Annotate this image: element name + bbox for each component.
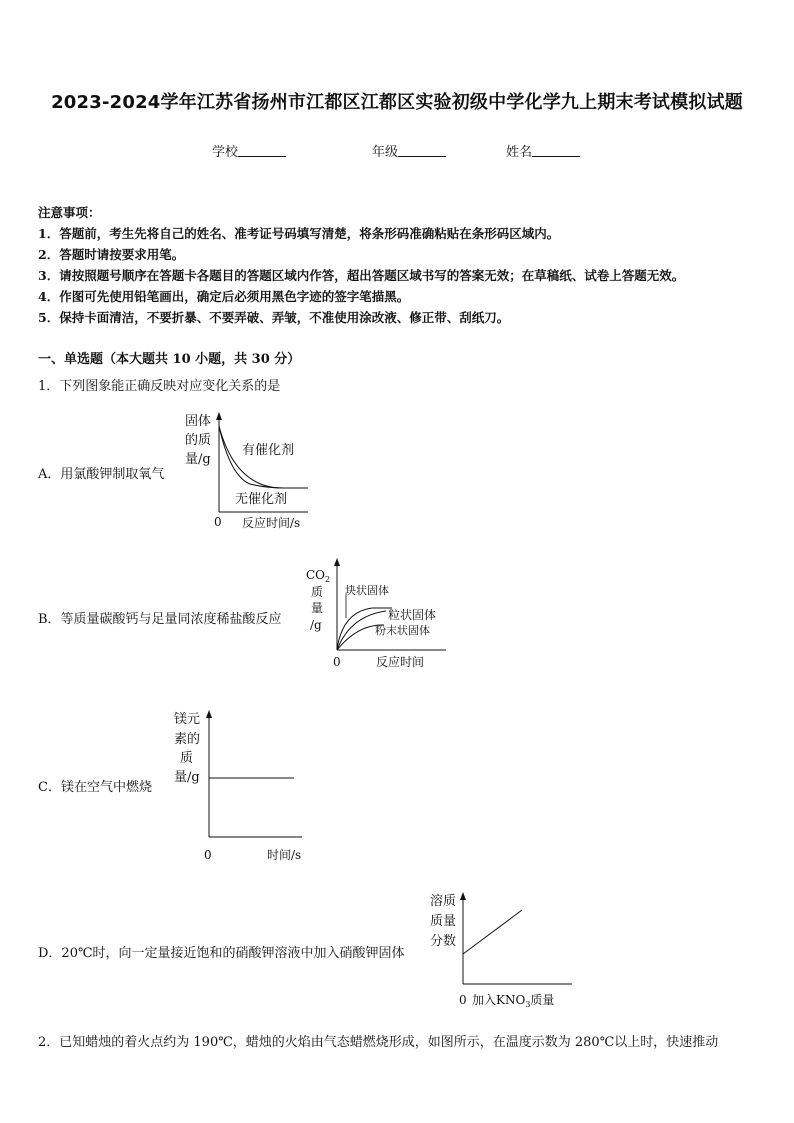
note-item: 1．答题前，考生先将自己的姓名、准考证号码填写清楚，将条形码准确粘贴在条形码区域内。 [38,226,560,241]
question-1-stem: 1．下列图象能正确反映对应变化关系的是 [38,379,281,394]
graph-b-label-grain: 粒状固体 [388,608,437,622]
graph-c-ylabel: 素的 [174,732,201,747]
graph-a-xlabel: 反应时间/s [242,516,301,530]
graph-c-ylabel: 质 [180,751,194,766]
option-d: D．20℃时，向一定量接近饱和的硝酸钾溶液中加入硝酸钾固体 [38,946,405,961]
graph-d-line [463,910,522,954]
graph-b-ylabel: /g [310,618,322,632]
note-item: 4．作图可先使用铅笔画出，确定后必须用黑色字迹的签字笔描黑。 [38,289,410,304]
graph-a-ylabel: 的质 [185,433,212,448]
grade-label: 年级 [372,145,399,160]
school-blank [238,144,286,157]
graph-b-xlabel: 反应时间 [376,655,425,669]
exam-title: 2023-2024学年江苏省扬州市江都区江都区实验初级中学化学九上期末考试模拟试题 [51,92,743,113]
graph-c-ylabel: 量/g [174,770,200,785]
graph-c-ylabel: 镁元 [174,712,201,727]
name-label: 姓名 [506,145,533,160]
graph-a-y-arrow [216,412,222,420]
graph-c [168,706,318,866]
question-2-stem: 2．已知蜡烛的着火点约为 190℃，蜡烛的火焰由气态蜡燃烧形成，如图所示，在温度示数为 280℃以上时，快速推动 [38,1035,719,1050]
graph-b [300,556,460,674]
graph-d-ylabel: 溶质 [430,894,457,909]
graph-b-label-powder: 粉末状固体 [375,624,430,637]
graph-d [424,888,584,1012]
graph-c-origin: 0 [204,848,212,862]
graph-d-y-arrow [460,892,466,900]
name-blank [532,144,580,157]
graph-b-origin: 0 [333,655,341,669]
option-b: B．等质量碳酸钙与足量同浓度稀盐酸反应 [38,612,282,627]
school-label: 学校 [212,145,239,160]
section-heading: 一、单选题（本大题共 10 小题，共 30 分） [38,352,301,367]
graph-c-y-arrow [206,710,212,718]
note-item: 3．请按照题号顺序在答题卡各题目的答题区域内作答，超出答题区域书写的答案无效；在草稿纸、试卷上答题无效。 [38,268,685,283]
graph-c-xlabel: 时间/s [267,848,302,862]
graph-a [178,408,318,533]
graph-b-ylabel: 量 [311,601,324,615]
note-item: 2．答题时请按要求用笔。 [38,247,185,262]
graph-a-curve-label-bottom: 无催化剂 [235,492,288,507]
grade-field [372,141,446,160]
option-c: C．镁在空气中燃烧 [38,780,152,795]
option-a: A．用氯酸钾制取氧气 [38,467,165,482]
graph-a-ylabel: 固体 [185,414,212,429]
notes-heading: 注意事项： [38,205,101,220]
graph-d-xlabel: 加入$KNO_3$质量 [472,993,555,1009]
graph-b-label-block: 块状固体 [345,584,389,597]
graph-d-ylabel: 质量 [430,914,457,929]
grade-blank [398,144,446,157]
school-field [212,141,286,160]
graph-b-ylabel: 质 [311,585,324,599]
graph-a-curve-label-top: 有催化剂 [242,443,295,458]
graph-d-origin: 0 [459,993,467,1007]
name-field [506,141,580,160]
graph-a-origin: 0 [214,515,222,529]
graph-d-ylabel: 分数 [430,934,457,949]
note-item: 5．保持卡面清洁，不要折暴、不要弄破、弄皱，不准使用涂改液、修正带、刮纸刀。 [38,310,510,325]
graph-b-ylabel: $CO_2$ [306,568,331,584]
graph-a-ylabel: 量/g [185,452,211,467]
graph-b-y-arrow [334,558,340,566]
